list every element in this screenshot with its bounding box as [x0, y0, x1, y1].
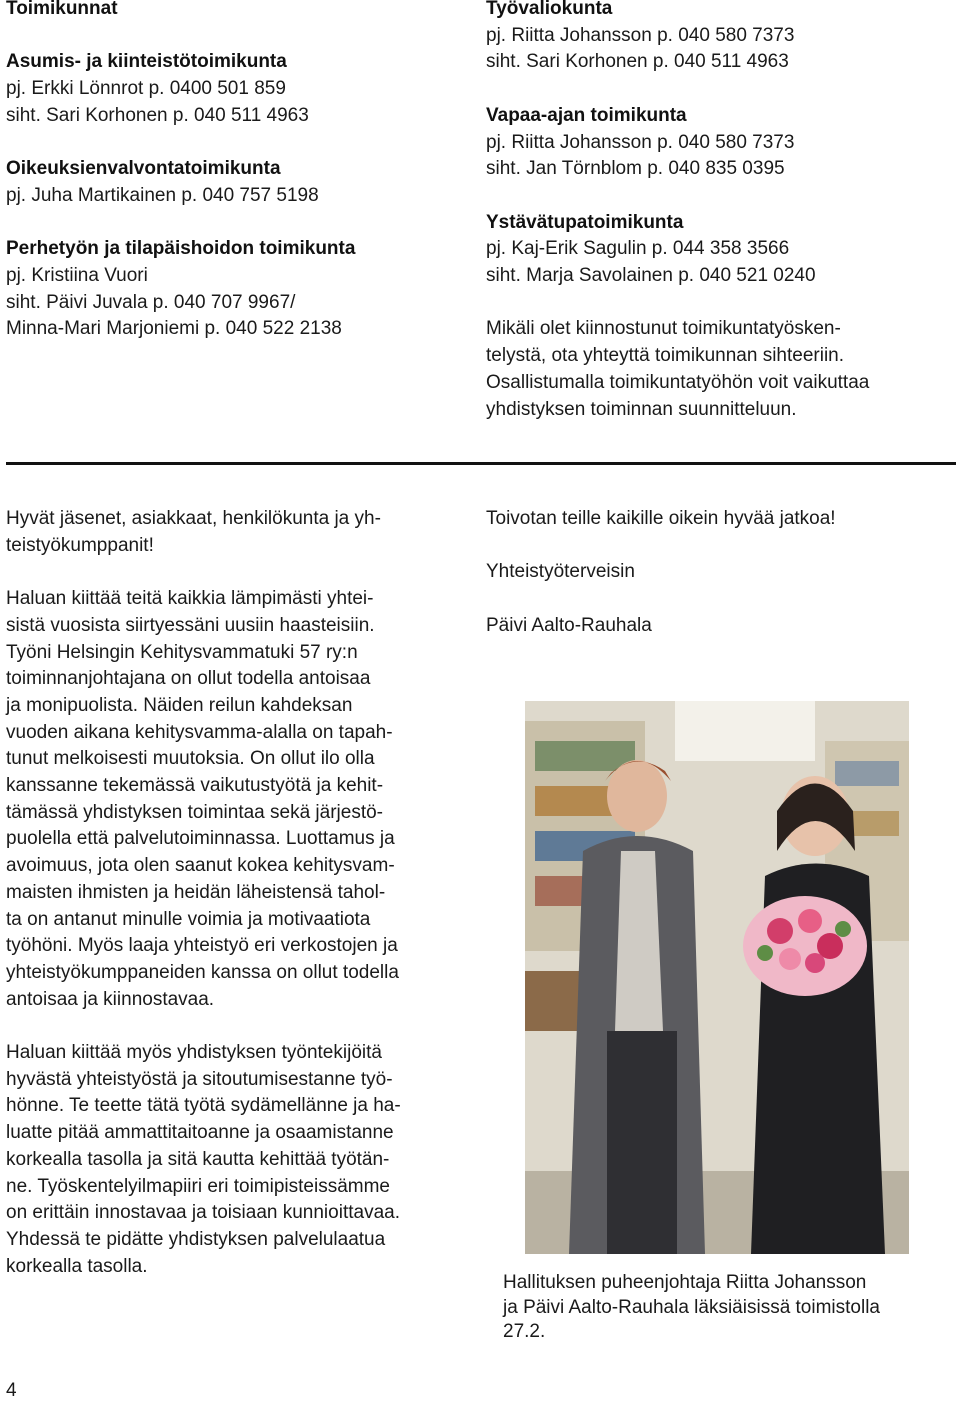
letter-left-column [6, 506, 476, 1280]
letter-line: yhteistyökumppaneiden kanssa on ollut todella [6, 961, 399, 983]
letter-line: teistyökumppanit! [6, 534, 154, 556]
committee-line: pj. Kristiina Vuori [6, 264, 148, 286]
letter-line: korkealla tasolla. [6, 1255, 148, 1277]
committee-note-line: Osallistumalla toimikuntatyöhön voit vaikuttaa [486, 371, 870, 393]
letter-line: korkealla tasolla ja sitä kautta kehittää työtän- [6, 1148, 390, 1170]
committee-line: Minna-Mari Marjoniemi p. 040 522 2138 [6, 318, 342, 340]
letter-line: antoisaa ja kiinnostavaa. [6, 988, 215, 1010]
letter-line: hyvästä yhteistyöstä ja sitoutumisestanne työ- [6, 1068, 393, 1090]
closing-line: Toivotan teille kaikille oikein hyvää jatkoa! [486, 508, 836, 529]
committee-name: Perhetyön ja tilapäishoidon toimikunta [6, 238, 356, 260]
committee-name: Vapaa-ajan toimikunta [486, 104, 687, 126]
letter-line: luatte pitää ammattitaitoanne ja osaamistanne [6, 1122, 394, 1144]
letter-line: hönne. Te teette tätä työtä sydämellänne ja ha- [6, 1095, 401, 1117]
signature-name: Päivi Aalto-Rauhala [486, 614, 652, 636]
letter-line: toiminnanjohtajana on ollut todella antoisaa [6, 668, 371, 690]
committee-name: Työvaliokunta [486, 0, 613, 19]
letter-line: ne. Työskentelyilmapiiri eri toimipisteissämme [6, 1175, 390, 1197]
letter-line: tämässä yhdistyksen toimintaa sekä järjestö- [6, 801, 383, 823]
committee-name: Asumis- ja kiinteistötoimikunta [6, 51, 287, 73]
committees-left-column [6, 0, 446, 343]
committee-line: siht. Marja Savolainen p. 040 521 0240 [486, 265, 816, 286]
letter-line: ta on antanut minulle voimia ja motivaatiota [6, 908, 371, 930]
committee-note-line: telystä, ota yhteyttä toimikunnan sihteeriin. [486, 345, 845, 367]
committee-note-line: Mikäli olet kiinnostunut toimikuntatyösken- [486, 318, 841, 340]
letter-line: Työni Helsingin Kehitysvammatuki 57 ry:n [6, 641, 358, 663]
letter-line: ja monipuolista. Näiden reilun kahdeksan [6, 694, 353, 716]
committee-line: siht. Päivi Juvala p. 040 707 9967/ [6, 291, 296, 313]
committee-note-line: yhdistyksen toiminnan suunnitteluun. [486, 398, 797, 420]
page-number: 4 [6, 1380, 17, 1401]
greeting-line: Yhteistyöterveisin [486, 561, 635, 583]
letter-line: Haluan kiittää teitä kaikkia lämpimästi yhtei- [6, 588, 374, 610]
committee-line: pj. Riitta Johansson p. 040 580 7373 [486, 24, 795, 46]
farewell-photo [525, 701, 909, 1254]
committee-line: pj. Kaj-Erik Sagulin p. 044 358 3566 [486, 238, 790, 260]
caption-line: ja Päivi Aalto-Rauhala läksiäisissä toimistolla [503, 1296, 881, 1318]
letter-line: on erittäin innostavaa ja toisiaan kunnioittavaa. [6, 1202, 400, 1224]
letter-right-column [486, 506, 956, 639]
letter-line: vuoden aikana kehitysvamma-alalla on tapah- [6, 721, 393, 743]
letter-line: työhöni. Myös laaja yhteistyö eri verkostojen ja [6, 935, 398, 957]
committee-line: siht. Sari Korhonen p. 040 511 4963 [6, 104, 309, 126]
letter-line: tunut melkoisesti muutoksia. On ollut ilo olla [6, 748, 375, 770]
committee-line: siht. Jan Törnblom p. 040 835 0395 [486, 158, 785, 180]
letter-line: sistä vuosista siirtyessäni uusiin haasteisiin. [6, 614, 375, 636]
letter-line: Haluan kiittää myös yhdistyksen työntekijöitä [6, 1042, 382, 1064]
committees-right-column [486, 0, 956, 423]
photo-caption [503, 1271, 923, 1345]
letter-line: Hyvät jäsenet, asiakkaat, henkilökunta ja yh- [6, 508, 381, 529]
letter-line: avoimuus, jota olen saanut kokea kehitysvam- [6, 855, 395, 877]
committee-line: pj. Erkki Lönnrot p. 0400 501 859 [6, 78, 286, 100]
caption-line: Hallituksen puheenjohtaja Riitta Johansson [503, 1272, 867, 1293]
committee-line: pj. Riitta Johansson p. 040 580 7373 [486, 131, 795, 153]
letter-line: maisten ihmisten ja heidän läheistensä tahol- [6, 881, 386, 903]
committees-heading: Toimikunnat [6, 0, 118, 19]
committee-name: Ystävätupatoimikunta [486, 211, 684, 233]
letter-line: puolella että palvelutoiminnassa. Luottamus ja [6, 828, 395, 850]
committee-line: pj. Juha Martikainen p. 040 757 5198 [6, 184, 319, 206]
letter-line: kanssanne tekemässä vaikutustyötä ja kehit- [6, 775, 384, 797]
committee-line: siht. Sari Korhonen p. 040 511 4963 [486, 51, 789, 73]
section-divider [6, 462, 956, 465]
committee-name: Oikeuksienvalvontatoimikunta [6, 158, 281, 180]
letter-line: Yhdessä te pidätte yhdistyksen palvelulaatua [6, 1228, 386, 1250]
caption-line: 27.2. [503, 1321, 546, 1342]
